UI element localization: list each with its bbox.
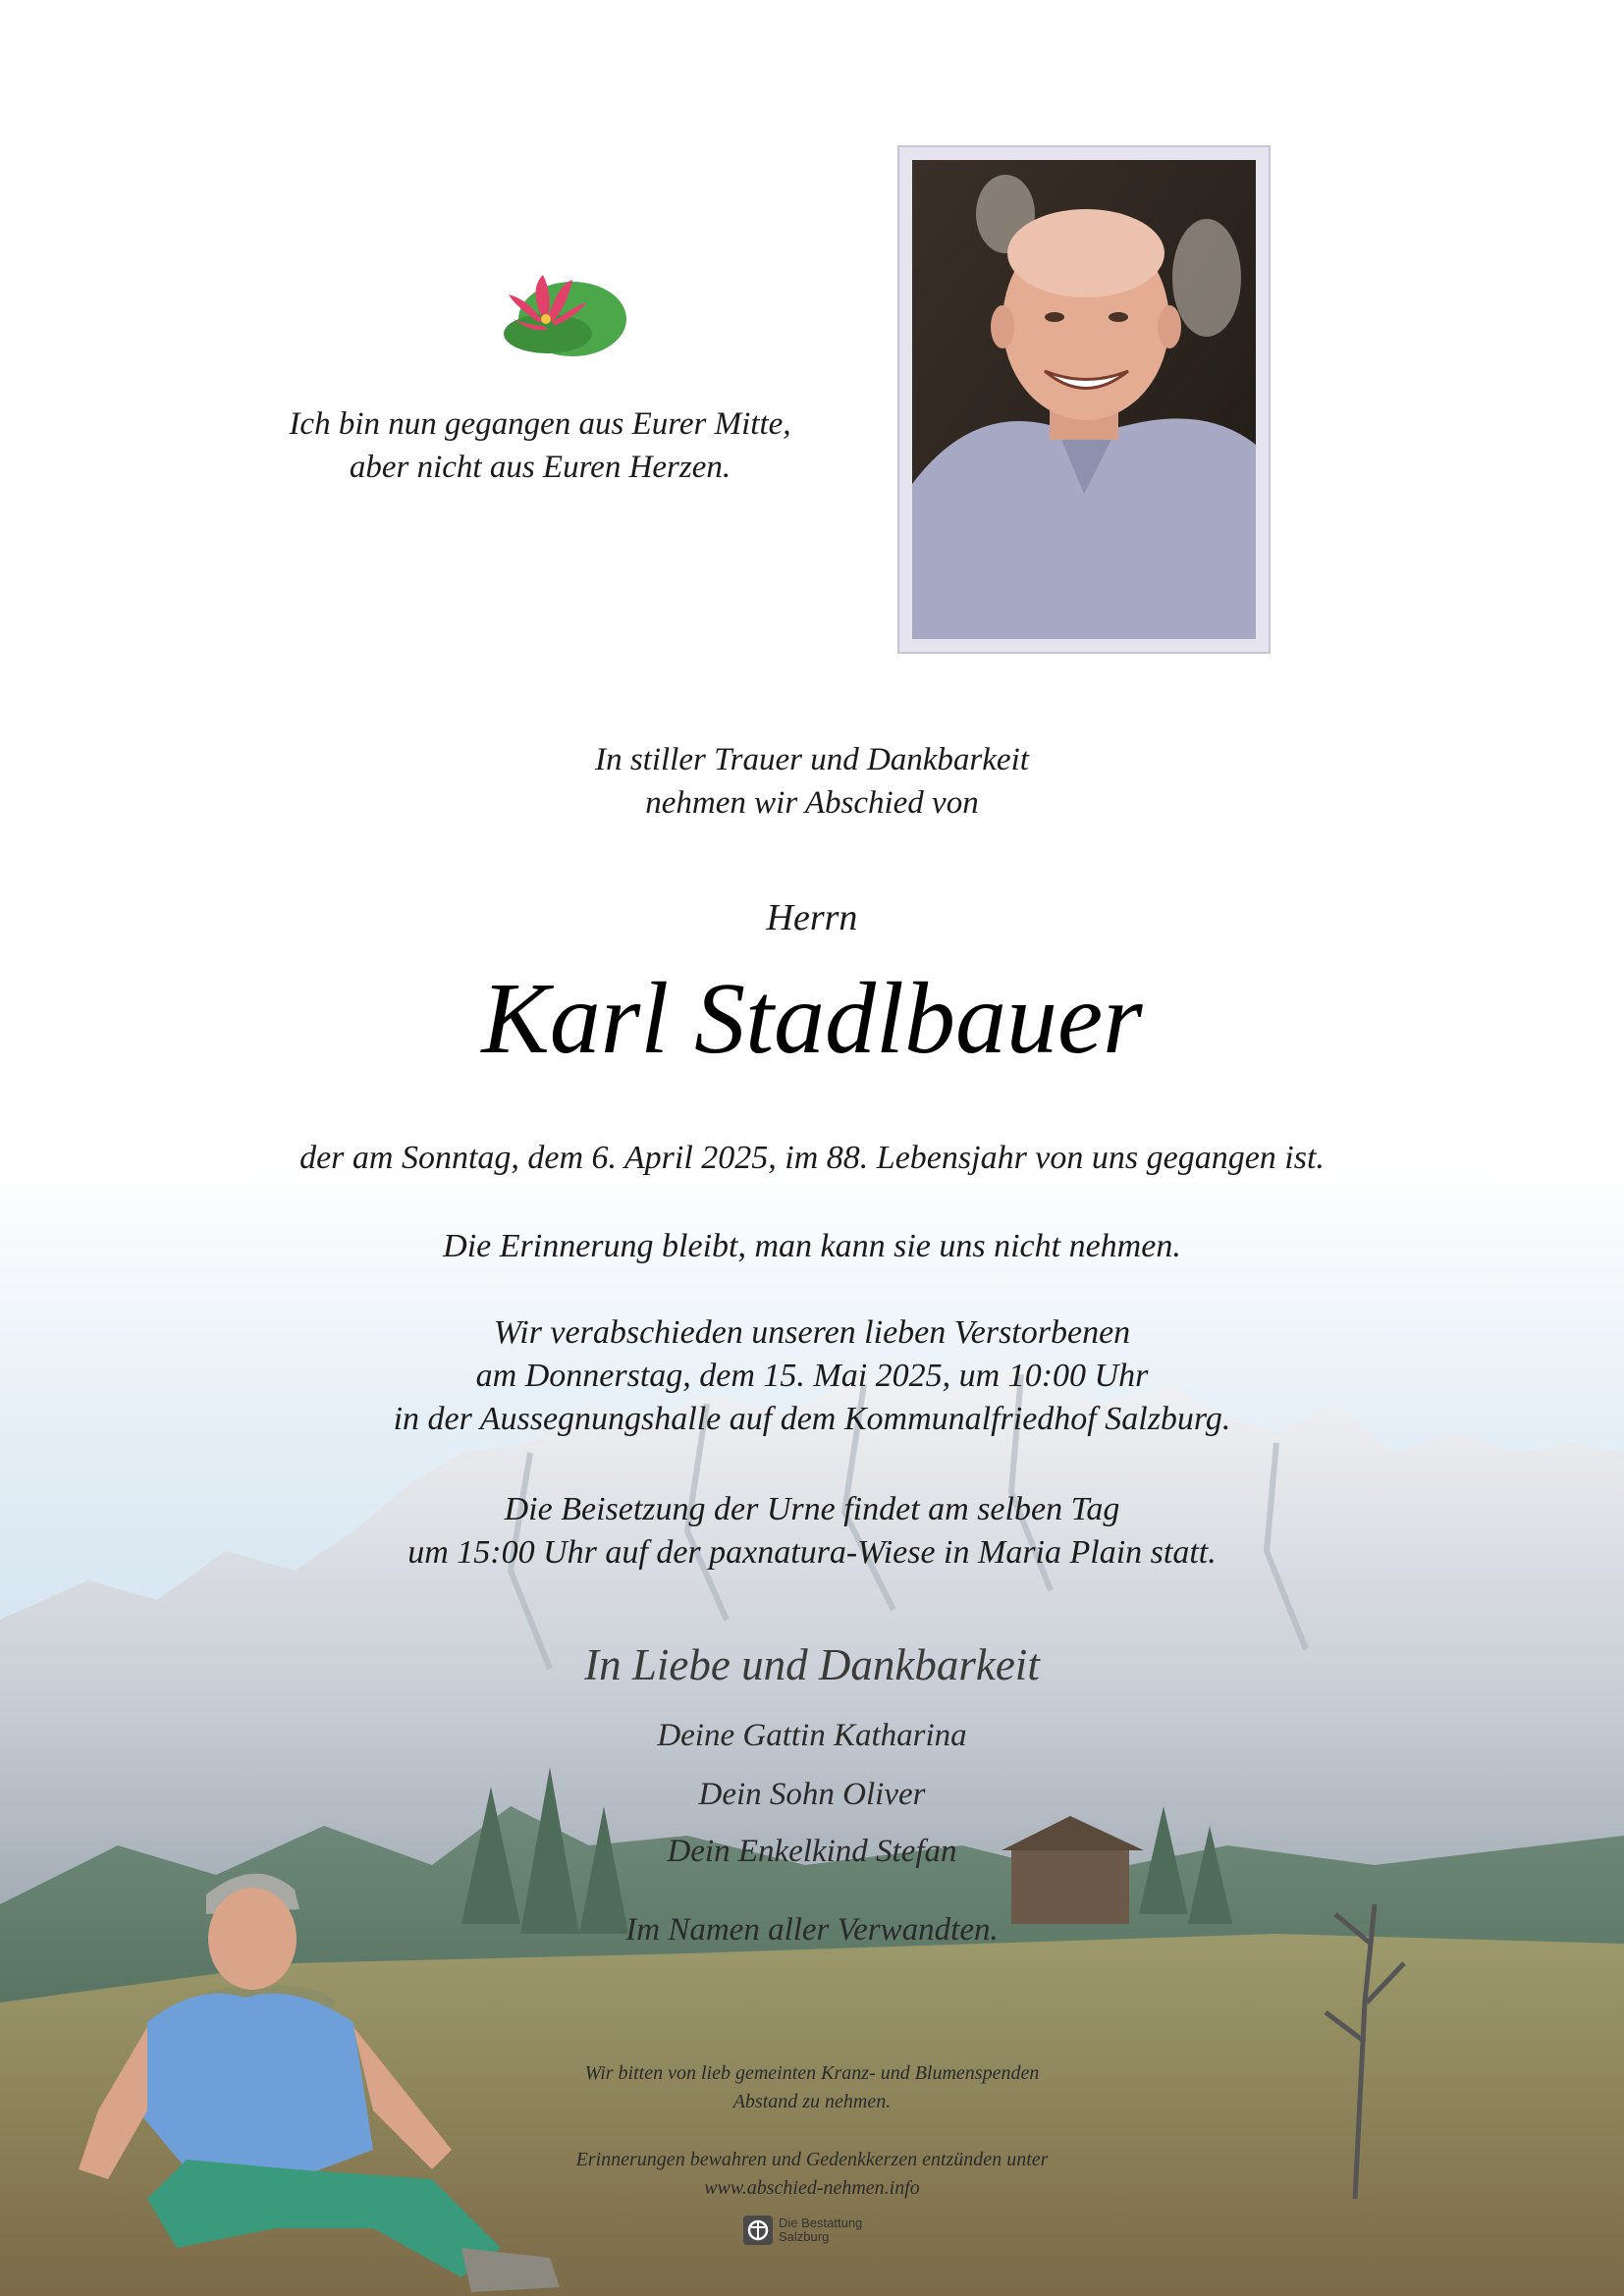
farewell-quote (245, 402, 835, 489)
farewell-details (125, 1311, 1499, 1441)
portrait-photo (912, 160, 1256, 639)
farewell-line-2: am Donnerstag, dem 15. Mai 2025, um 10:00 Uhr (475, 1358, 1149, 1394)
water-lily-icon (489, 265, 632, 363)
bestattung-logo-icon (743, 2216, 773, 2245)
memories-note-line-1: Erinnerungen bewahren und Gedenkkerzen entzünden unter (575, 2149, 1049, 2170)
memories-note (419, 2146, 1205, 2203)
intro-text (419, 738, 1205, 825)
burial-line-2: um 15:00 Uhr auf der paxnatura-Wiese in Maria Plain statt. (407, 1534, 1217, 1571)
relatives-line: Im Namen aller Verwandten. (625, 1912, 999, 1948)
closing-phrase: In Liebe und Dankbarkeit (584, 1640, 1040, 1689)
memory-line: Die Erinnerung bleibt, man kann sie uns nicht nehmen. (443, 1228, 1181, 1264)
portrait-frame (897, 145, 1271, 654)
intro-line-2: nehmen wir Abschied von (645, 785, 979, 821)
deceased-name: Karl Stadlbauer (481, 962, 1143, 1075)
salutation: Herrn (766, 897, 858, 938)
logo-line-1: Die Bestattung (779, 2216, 863, 2230)
burial-details (125, 1488, 1499, 1575)
website-link[interactable]: www.abschied-nehmen.info (704, 2177, 920, 2199)
family-member: Dein Enkelkind Stefan (667, 1834, 957, 1869)
bestattung-logo (743, 2213, 862, 2248)
flowers-note (419, 2059, 1205, 2116)
intro-line-1: In stiller Trauer und Dankbarkeit (595, 742, 1029, 777)
flowers-note-line-1: Wir bitten von lieb gemeinten Kranz- und Blumenspenden (584, 2062, 1040, 2084)
quote-line-1: Ich bin nun gegangen aus Eurer Mitte, (289, 406, 791, 442)
burial-line-1: Die Beisetzung der Urne findet am selben Tag (504, 1491, 1120, 1527)
death-notice: der am Sonntag, dem 6. April 2025, im 88. Lebensjahr von uns gegangen ist. (299, 1140, 1325, 1176)
family-member: Dein Sohn Oliver (698, 1777, 926, 1812)
logo-text (779, 2216, 862, 2244)
flowers-note-line-2: Abstand zu nehmen. (732, 2091, 892, 2112)
logo-line-2: Salzburg (779, 2229, 830, 2244)
farewell-line-1: Wir verabschieden unseren lieben Verstorbenen (493, 1314, 1131, 1351)
family-member: Deine Gattin Katharina (657, 1718, 967, 1753)
farewell-line-3: in der Aussegnungshalle auf dem Kommunalfriedhof Salzburg. (393, 1401, 1231, 1437)
quote-line-2: aber nicht aus Euren Herzen. (349, 450, 731, 485)
